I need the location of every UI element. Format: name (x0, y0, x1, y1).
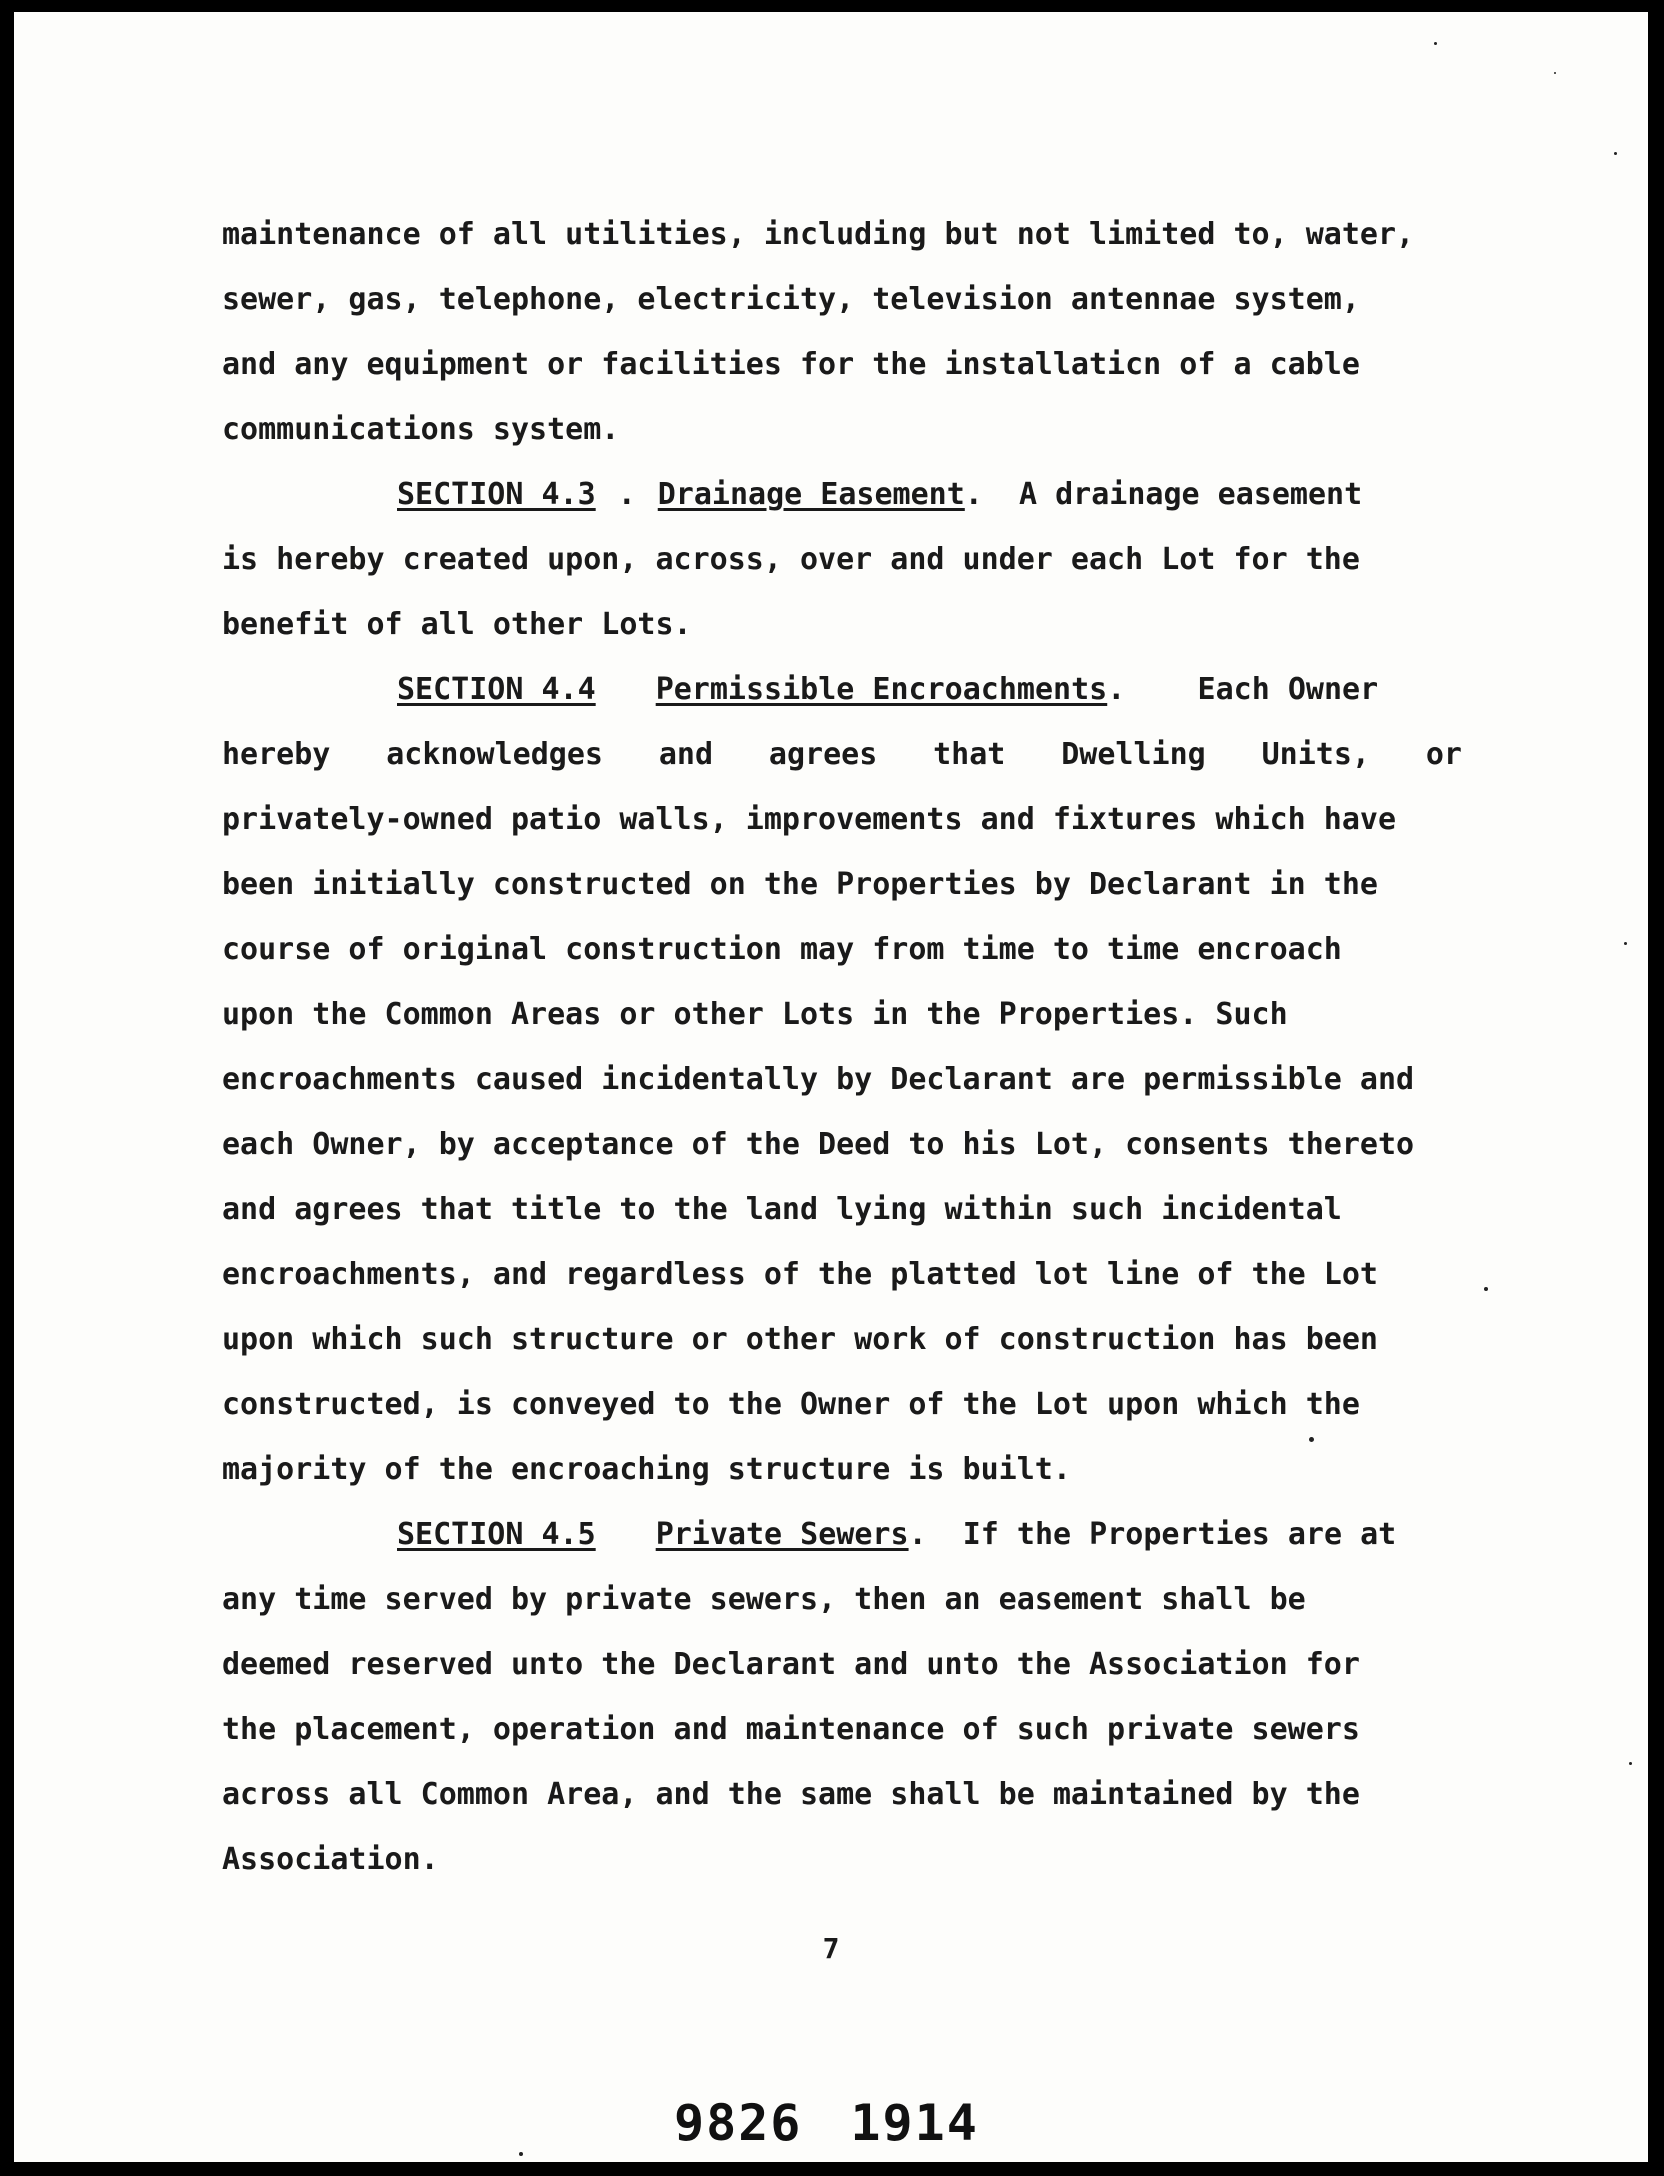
text-line: Association. (222, 1842, 439, 1877)
section-4-4-first-line-text: Each Owner (1197, 672, 1379, 707)
scan-speck (1484, 1287, 1488, 1291)
word: hereby (222, 737, 331, 772)
text-line: benefit of all other Lots. (222, 607, 692, 642)
section-4-3-first-line-text: A drainage easement (1018, 477, 1363, 512)
text-line: any time served by private sewers, then an easement shall be (222, 1582, 1306, 1617)
section-4-4-number: SECTION 4.4 (397, 672, 596, 707)
document-body (222, 202, 1462, 1892)
text-line: sewer, gas, telephone, electricity, television antennae system, (222, 282, 1360, 317)
text-line: is hereby created upon, across, over and under each Lot for the (222, 542, 1360, 577)
text-line: and any equipment or facilities for the installaticn of a cable (222, 347, 1360, 382)
scan-speck (1629, 1762, 1632, 1765)
text-line: each Owner, by acceptance of the Deed to his Lot, consents thereto (222, 1127, 1415, 1162)
section-4-4-title: Permissible Encroachments (655, 672, 1108, 707)
section-4-5-title: Private Sewers (655, 1517, 909, 1552)
text-line: and agrees that title to the land lying within such incidental (222, 1192, 1342, 1227)
scan-speck (1434, 42, 1437, 45)
document-stamp-number (674, 2094, 1027, 2152)
text-line: upon which such structure or other work of construction has been (222, 1322, 1378, 1357)
scan-speck (1624, 942, 1627, 945)
section-4-5-heading-line: SECTION 4.5 Private Sewers. If the Properties are at (397, 1517, 1397, 1552)
section-4-5-number: SECTION 4.5 (397, 1517, 596, 1552)
text-line: privately-owned patio walls, improvements and fixtures which have (222, 802, 1396, 837)
text-line: course of original construction may from time to time encroach (222, 932, 1342, 967)
stamp-right: 1914 (850, 2094, 979, 2152)
section-4-3-number: SECTION 4.3 (397, 477, 596, 512)
text-line: upon the Common Areas or other Lots in the Properties. Such (222, 997, 1288, 1032)
scan-speck (519, 2152, 523, 2156)
word: Units, (1261, 737, 1370, 772)
word: agrees (768, 737, 878, 772)
word: Dwelling (1061, 737, 1206, 772)
word: acknowledges (386, 737, 603, 772)
text-line: the placement, operation and maintenance of such private sewers (222, 1712, 1360, 1747)
text-line: been initially constructed on the Properties by Declarant in the (222, 867, 1378, 902)
scan-speck (1614, 152, 1617, 155)
section-4-3-title: Drainage Easement (657, 477, 965, 512)
page-number: 7 (822, 1932, 840, 1965)
word: that (933, 737, 1006, 772)
scan-speck (1309, 1437, 1314, 1442)
text-line: constructed, is conveyed to the Owner of the Lot upon which the (222, 1387, 1360, 1422)
text-line: communications system. (222, 412, 620, 447)
text-line: majority of the encroaching structure is built. (222, 1452, 1071, 1487)
text-line: encroachments caused incidentally by Declarant are permissible and (222, 1062, 1415, 1097)
section-4-5-first-line-text: If the Properties are at (962, 1517, 1397, 1552)
document-page (14, 12, 1648, 2162)
text-line: maintenance of all utilities, including but not limited to, water, (222, 217, 1415, 252)
section-4-4-heading-line: SECTION 4.4 Permissible Encroachments. Each Owner (397, 672, 1379, 707)
text-line: encroachments, and regardless of the platted lot line of the Lot (222, 1257, 1378, 1292)
word: or (1425, 737, 1462, 772)
stamp-left: 9826 (674, 2094, 803, 2152)
justified-text-line (222, 722, 1462, 787)
text-line: across all Common Area, and the same shall be maintained by the (222, 1777, 1360, 1812)
word: and (658, 737, 714, 772)
text-line: deemed reserved unto the Declarant and unto the Association for (222, 1647, 1360, 1682)
scan-speck (1554, 72, 1556, 74)
section-4-3-heading-line: SECTION 4.3 . Drainage Easement. A drainage easement (397, 477, 1363, 512)
